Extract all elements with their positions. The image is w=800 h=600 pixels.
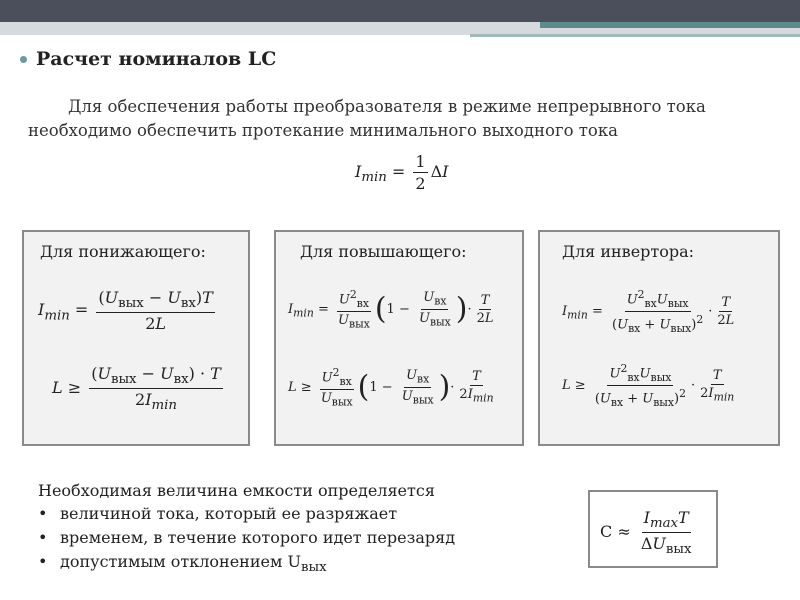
slide-title: Расчет номиналов LC bbox=[36, 48, 277, 70]
list-item bbox=[38, 528, 455, 552]
intro-text bbox=[28, 95, 768, 143]
buck-formula-box bbox=[22, 230, 250, 446]
boost-label: Для повышающего: bbox=[300, 242, 467, 261]
boost-formula-box bbox=[274, 230, 524, 446]
inverter-label: Для инвертора: bbox=[562, 242, 695, 261]
list-item-text: временем, в течение которого идет перезаряд bbox=[60, 528, 456, 547]
list-item bbox=[38, 504, 455, 528]
boost-l-formula: L ≥ $\frac{U^2_{вх}}{U_{вых}}$ (1 − $\frac{U_{вх}}{U_{вых}}$ )· $\frac{T}{2I_{min}}$ bbox=[288, 366, 494, 409]
inverter-l-formula: L ≥ $\frac{U^2_{вх}U_{вых}}{(U_{вх} + U_{вых})^2}$ · $\frac{T}{2I_{min}}$ bbox=[562, 362, 735, 409]
header-bar bbox=[0, 0, 800, 22]
capacitance-intro: Необходимая величина емкости определяется bbox=[38, 481, 435, 500]
list-item-subscript: вых bbox=[300, 560, 327, 576]
header-accent-thin bbox=[470, 34, 800, 37]
capacitance-formula-box bbox=[588, 490, 718, 568]
intro-line-2: необходимо обеспечить протекание минимального выходного тока bbox=[28, 121, 618, 140]
buck-l-formula: L ≥ $\frac{(U_{вых} - U_{вх}) \cdot T}{2I_{min}}$ bbox=[52, 364, 221, 414]
inverter-formula-box bbox=[538, 230, 780, 446]
list-item-text: допустимым отклонением U bbox=[60, 552, 301, 571]
header-accent bbox=[540, 22, 800, 28]
boost-imin-formula: $I_{min}$ = $\frac{U^2_{вх}}{U_{вых}}$ (1 − $\frac{U_{вх}}{U_{вых}}$ )· $\frac{T}{2L}$ bbox=[288, 288, 494, 331]
inverter-imin-formula: $I_{min}$ = $\frac{U^2_{вх}U_{вых}}{(U_{вх} + U_{вых})^2}$ · $\frac{T}{2L}$ bbox=[562, 288, 735, 335]
capacitance-formula: C ≈ $\frac{I_{max}T}{\Delta U_{вых}}$ bbox=[600, 508, 692, 558]
list-item bbox=[38, 552, 455, 576]
buck-imin-formula: $I_{min}$ = $\frac{(U_{вых} - U_{вх})T}{2L}$ bbox=[38, 288, 213, 334]
buck-label: Для понижающего: bbox=[40, 242, 206, 261]
title-bullet-icon bbox=[20, 56, 27, 63]
main-formula: $I_{min}$ = $\frac{1}{2}$ ΔI bbox=[355, 152, 449, 193]
capacitance-factors-list bbox=[38, 504, 455, 576]
intro-line-1: Для обеспечения работы преобразователя в режиме непрерывного тока bbox=[68, 97, 706, 116]
list-item-text: величиной тока, который ее разряжает bbox=[60, 504, 398, 523]
